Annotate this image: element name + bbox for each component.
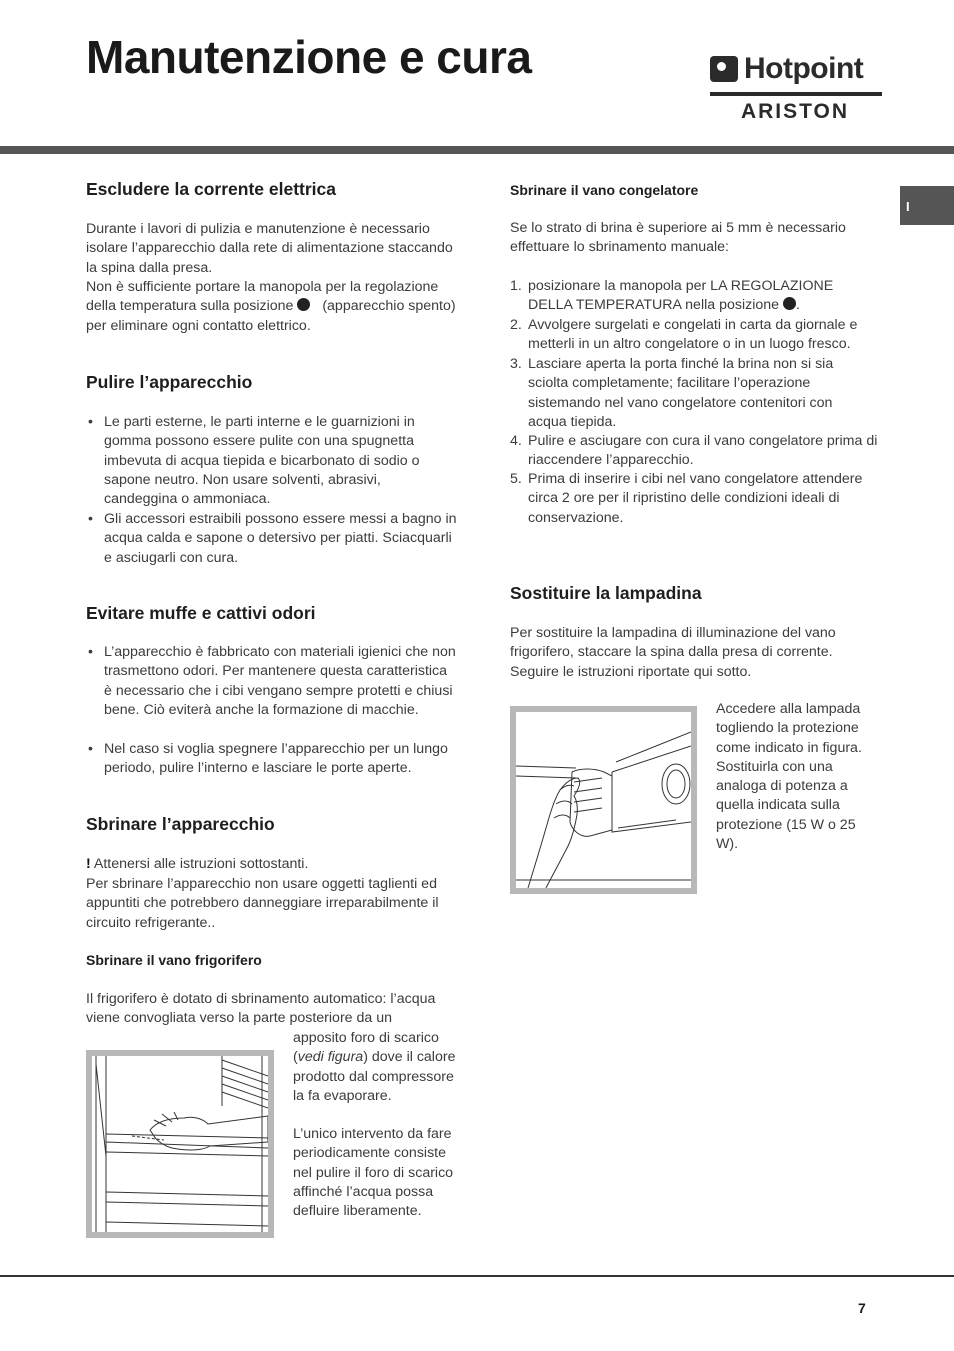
page-number: 7 [858,1300,866,1316]
frigorifero-text-a: apposito foro di scarico ( [293,1030,439,1066]
step-number: 4. [510,433,522,449]
warning-icon: ! [86,856,91,872]
congelatore-step-3 [510,355,870,432]
frigorifero-paragraph-1: Il frigorifero è dotato di sbrinamento automatico: l’acqua viene convogliata verso la parte posteriore da un [86,991,436,1027]
muffe-bullet-1: • L’apparecchio è fabbricato con materiali igienici che non trasmettono odori. Per mantenere questa caratteristica è necessario che i cibi vengano sempre protetti e chiusi bene. Ciò eviterà anche la formazione di macchie. [86,643,458,720]
step-number: 2. [510,317,522,333]
escludere-text-b: (apparecchio spento) per eliminare ogni contatto elettrico. [86,298,456,334]
section-title-escludere: Escludere la corrente elettrica [86,179,336,199]
step-number: 5. [510,471,522,487]
brand-logo [706,50,884,128]
congelatore-step-2 [510,316,882,355]
footer-rule [0,1275,954,1277]
figure-lamp-cover [510,706,697,894]
language-tab: I [900,186,954,225]
brand-name: Hotpoint [744,52,864,85]
warning-text: Attenersi alle istruzioni sottostanti. [93,856,309,872]
step-number: 3. [510,356,522,372]
section-title-muffe: Evitare muffe e cattivi odori [86,603,316,623]
pulire-bullet-1: • Le parti esterne, le parti interne e le guarnizioni in gomma possono essere pulite con una spugnetta imbevuta di acqua tiepida e bicarbonato di sodio o sapone neutro. Non usare solventi, abrasivi, candeggina o ammoniaca. [86,413,458,509]
congelatore-step-4 [510,432,885,471]
pulire-bullet-2: • Gli accessori estraibili possono essere messi a bagno in acqua calda e sapone o detersivo per piatti. Sciacquarli e asciugarli con cura. [86,510,461,568]
subsection-title-frigorifero: Sbrinare il vano frigorifero [86,952,262,968]
congelatore-step-1: 1. posizionare la manopola per LA REGOLAZIONE DELLA TEMPERATURA nella posizione . [510,278,834,314]
step-text: Pulire e asciugare con cura il vano congelatore prima di riaccendere l’apparecchio. [528,433,878,469]
lampadina-paragraph-2: Accedere alla lampada togliendo la protezione come indicato in figura. Sostituirla con una analoga di potenza a quella indicata sulla protezione (15 W o 25 W). [716,701,862,853]
subsection-title-congelatore: Sbrinare il vano congelatore [510,182,699,198]
figure-drain-hole [86,1050,274,1238]
section-title-lampadina: Sostituire la lampadina [510,583,702,603]
congelatore-step-5 [510,470,885,528]
logo-divider [710,92,882,96]
escludere-paragraph-1: Durante i lavori di pulizia e manutenzione è necessario isolare l’apparecchio dalla rete di alimentazione staccando la spina dalla presa. [86,221,453,276]
frigorifero-paragraph-2 [293,1029,466,1106]
escludere-paragraph-2 [86,278,464,336]
sbrinare-warning [86,855,464,874]
step-text: Prima di inserire i cibi nel vano congelatore attendere circa 2 ore per il ripristino delle condizioni ideali di conservazione. [528,471,863,526]
frigorifero-paragraph-3: L’unico intervento da fare periodicamente consiste nel pulire il foro di scarico affinché l’acqua possa defluire liberamente. [293,1126,454,1220]
section-title-sbrinare: Sbrinare l’apparecchio [86,814,275,834]
page-title: Manutenzione e cura [86,31,532,83]
frigorifero-text-b: ) dove il calore prodotto dal compressore la fa evaporare. [293,1049,456,1104]
off-position-icon [297,298,310,311]
step-text: posizionare la manopola per LA REGOLAZIONE DELLA TEMPERATURA nella posizione [528,278,834,314]
off-position-icon [783,297,796,310]
step-text: Lasciare aperta la porta finché la brina non si sia sciolta completamente; facilitare l’operazione sistemando nel vano congelatore contenitori con acqua tiepida. [528,356,834,430]
section-title-pulire: Pulire l’apparecchio [86,372,253,392]
hotpoint-logo-icon [710,56,738,82]
sbrinare-paragraph-1: Per sbrinare l’apparecchio non usare oggetti taglienti ed appuntiti che potrebbero danneggiare irreparabilmente il circuito refrigerante.. [86,876,439,931]
step-number: 1. [510,278,522,294]
brand-subname: ARISTON [740,100,850,123]
lamp-cover-illustration [516,712,691,888]
escludere-text-a: Non è sufficiente portare la manopola per la regolazione della temperatura sulla posizione [86,279,439,315]
muffe-bullet-2: • Nel caso si voglia spegnere l’apparecchio per un lungo periodo, pulire l’interno e lasciare le porte aperte. [86,740,466,779]
figure-reference: vedi figura [297,1049,364,1066]
header-rule [0,146,954,154]
step-text: Avvolgere surgelati e congelati in carta da giornale e metterli in un altro congelatore o in un luogo fresco. [528,317,858,353]
lampadina-paragraph-1: Per sostituire la lampadina di illuminazione del vano frigorifero, staccare la spina dalla presa di corrente. Seguire le istruzioni riportate qui sotto. [510,625,836,680]
congelatore-paragraph-1: Se lo strato di brina è superiore ai 5 mm è necessario effettuare lo sbrinamento manuale: [510,220,846,256]
drain-hole-illustration [92,1056,268,1232]
